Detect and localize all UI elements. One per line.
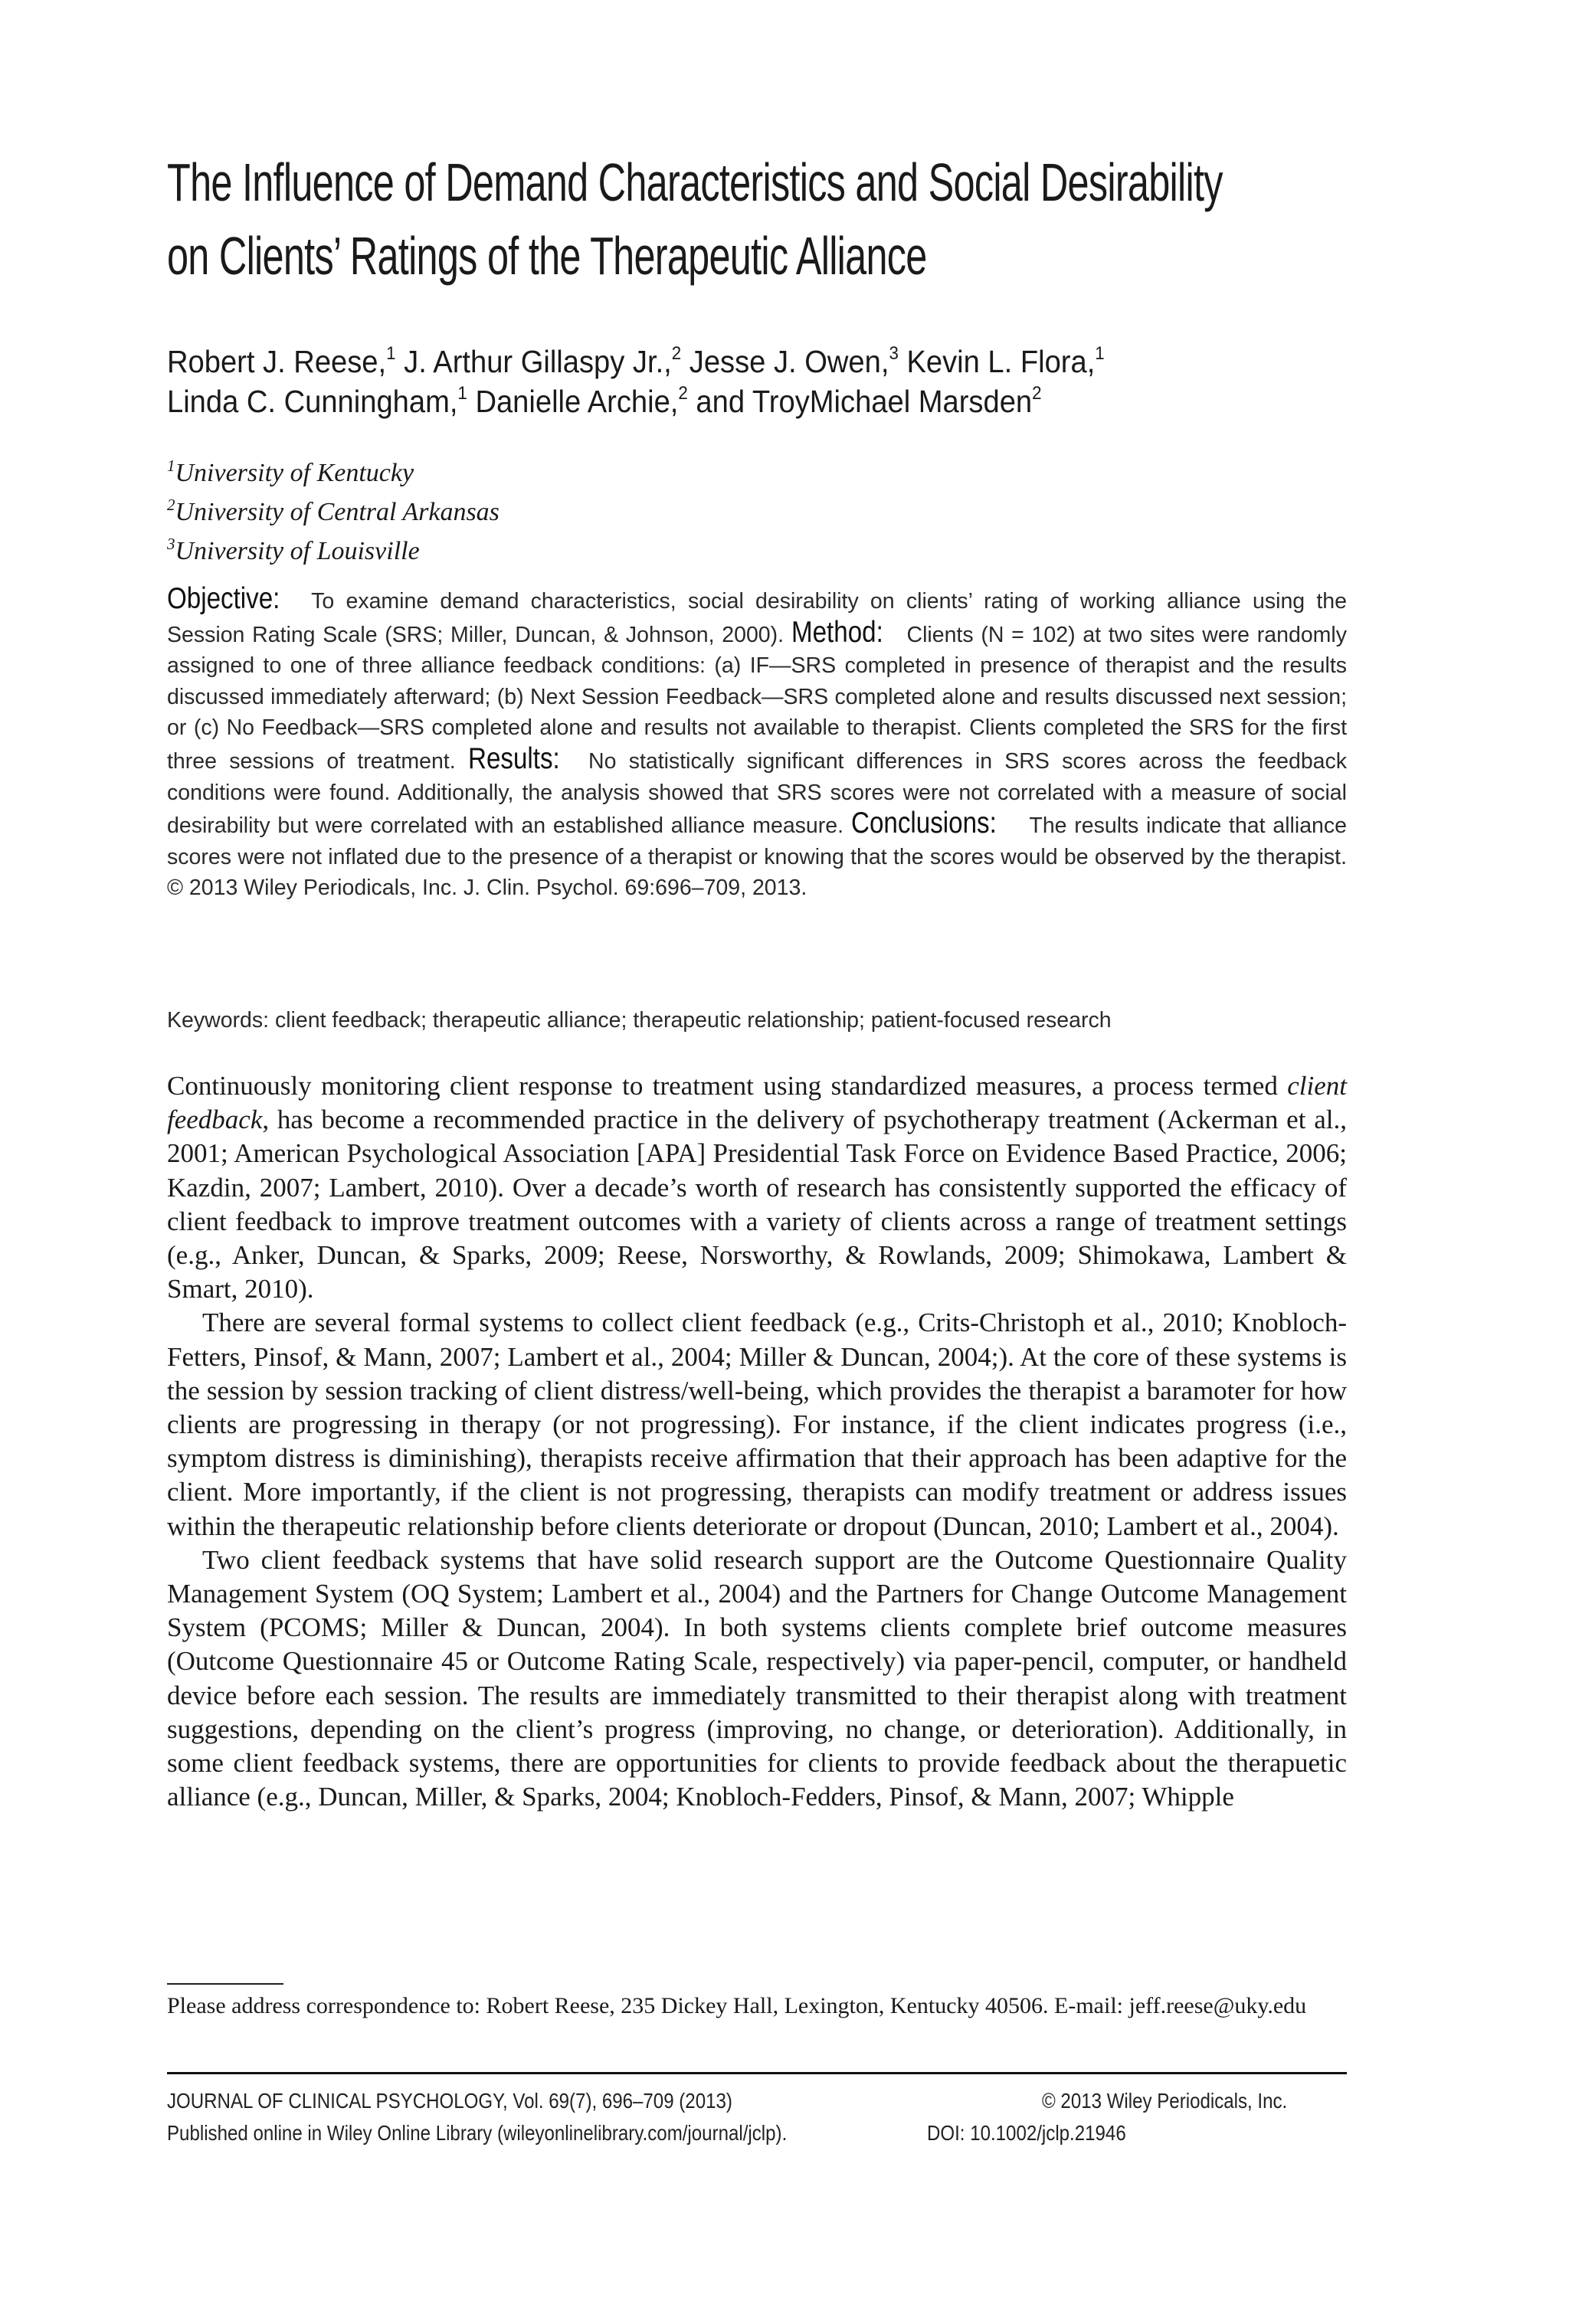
correspondence-footnote: Please address correspondence to: Robert Reese, 235 Dickey Hall, Lexington, Kentucky 40506. E-mail: jeff.reese@uky.edu — [167, 1993, 1307, 2018]
affiliation-name: University of Kentucky — [175, 459, 414, 487]
page-footer — [167, 2085, 1347, 2149]
abstract-copyright: © 2013 Wiley Periodicals, Inc. J. Clin. Psychol. 69:696–709, 2013. — [167, 876, 807, 901]
body-text-span: , has become a recommended practice in the delivery of psychotherapy treatment (Ackerman et al., 2001; American Psychological Association [APA] Presidential Task Force on Evidence Based Practice, 2006; Kazdin, 2007; Lambert, 2010). Over a decade’s worth of research has consistently supported the efficacy of client feedback to improve treatment outcomes with a variety of clients across a range of treatment settings (e.g., Anker, Duncan, & Sparks, 2009; Reese, Norsworthy, & Rowlands, 2009; Shimokawa, Lambert & Smart, 2010). — [167, 1105, 1347, 1304]
affiliation — [167, 493, 500, 532]
abstract-method-text: Clients (N = 102) at two sites were randomly assigned to one of three alliance feedback conditions: (a) IF—SRS completed in presence of therapist and the results discussed immediately afterward; (b) Next Session Feedback—SRS completed alone and results discussed next session; or (c) No Feedback—SRS completed alone and results not available to therapist. Clients completed the SRS for the first three sessions of treatment. — [167, 622, 1347, 774]
body-paragraph: There are several formal systems to collect client feedback (e.g., Crits-Christoph et al., 2010; Knobloch-Fetters, Pinsof, & Mann, 2007; Lambert et al., 2004; Miller & Duncan, 2004;). At the core of these systems is the session by session tracking of client distress/well-being, which provides the therapist a baramoter for how clients are progressing in therapy (or not progressing). For instance, if the client indicates progress (i.e., symptom distress is diminishing), therapists receive affirmation that their approach has been adaptive for the client. More importantly, if the client is not progressing, therapists can modify treatment or address issues within the therapeutic relationship before clients deteriorate or dropout (Duncan, 2010; Lambert et al., 2004). — [167, 1308, 1347, 1541]
body-paragraph: Two client feedback systems that have solid research support are the Outcome Questionnaire Quality Management System (OQ System; Lambert et al., 2004) and the Partners for Change Outcome Management System (PCOMS; Miller & Duncan, 2004). In both systems clients complete brief outcome measures (Outcome Questionnaire 45 or Outcome Rating Scale, respectively) via paper-pencil, computer, or handheld device before each session. The results are immediately transmitted to their therapist along with treatment suggestions, depending on the client’s progress (improving, no change, or deterioration). Additionally, in some client feedback systems, there are opportunities for clients to provide feedback about the therapuetic alliance (e.g., Duncan, Miller, & Sparks, 2004; Knobloch-Fedders, Pinsof, & Mann, 2007; Whipple — [167, 1544, 1347, 1812]
abstract-conclusions-text: The results indicate that alliance scores were not inflated due to the presence of a therapist or knowing that the scores would be observed by the therapist. — [167, 813, 1348, 869]
author-affiliation-marker: 1 — [457, 383, 467, 404]
article-page — [167, 0, 1347, 2324]
author-affiliation-marker: 1 — [386, 343, 396, 364]
author-list — [167, 342, 1264, 421]
author-affiliation-marker: 1 — [1095, 343, 1105, 364]
author-affiliation-marker: 2 — [1032, 383, 1042, 404]
footnote-divider — [167, 1983, 283, 1985]
author-name: J. Arthur Gillaspy Jr., — [395, 344, 672, 379]
body-text-span: Continuously monitoring client response to treatment using standardized measures, a process termed — [167, 1071, 1288, 1101]
published-online: Published online in Wiley Online Library (wileyonlinelibrary.com/journal/jclp). — [167, 2121, 788, 2145]
author-affiliation-marker: 3 — [889, 343, 899, 364]
title-line-2: on Clients’ Ratings of the Therapeutic Alliance — [167, 226, 927, 286]
affiliation-list — [167, 453, 500, 571]
abstract — [167, 584, 1347, 904]
abstract-objective-text: To examine demand characteristics, social desirability on clients’ rating of working alliance using the Session Rating Scale (SRS; Miller, Duncan, & Johnson, 2000). — [167, 589, 1348, 647]
footer-divider — [167, 2072, 1347, 2074]
affiliation-name: University of Louisville — [175, 537, 420, 565]
article-title — [167, 146, 1348, 293]
abstract-method-heading: Method: — [791, 615, 883, 649]
journal-citation: JOURNAL OF CLINICAL PSYCHOLOGY, Vol. 69(7), 696–709 (2013) — [167, 2089, 732, 2113]
author-name: Linda C. Cunningham, — [167, 384, 458, 419]
title-line-1: The Influence of Demand Characteristics and Social Desirability — [167, 152, 1223, 212]
affiliation — [167, 532, 500, 571]
doi: DOI: 10.1002/jclp.21946 — [927, 2121, 1126, 2145]
affiliation-marker: 3 — [167, 535, 175, 553]
author-name: Danielle Archie, — [467, 384, 679, 419]
abstract-results-heading: Results: — [467, 741, 560, 775]
author-line-2 — [167, 381, 1264, 421]
affiliation-marker: 1 — [167, 457, 175, 475]
abstract-conclusions-heading: Conclusions: — [850, 807, 997, 840]
author-name: Robert J. Reese, — [167, 344, 387, 379]
author-affiliation-marker: 2 — [678, 383, 688, 404]
author-name: and TroyMichael Marsden — [687, 384, 1033, 419]
footer-row — [167, 2117, 1347, 2149]
affiliation — [167, 453, 500, 493]
author-name: Kevin L. Flora, — [898, 344, 1096, 379]
footer-row — [167, 2085, 1347, 2117]
author-name: Jesse J. Owen, — [681, 344, 889, 379]
body-paragraph — [167, 1069, 1347, 1306]
body-emphasis: client feedback — [167, 1071, 1347, 1135]
affiliation-marker: 2 — [167, 496, 175, 514]
abstract-results-text: No statistically significant differences in SRS scores across the feedback conditions were found. Additionally, the analysis showed that SRS scores were not correlated with a measure of social desirability but were correlated with an established alliance measure. — [167, 748, 1348, 839]
affiliation-name: University of Central Arkansas — [175, 498, 500, 526]
author-affiliation-marker: 2 — [671, 343, 682, 364]
article-body — [167, 1069, 1347, 1814]
author-line-1 — [167, 342, 1264, 381]
footer-copyright: © 2013 Wiley Periodicals, Inc. — [1042, 2089, 1288, 2113]
abstract-objective-heading: Objective: — [167, 582, 280, 615]
keywords: Keywords: client feedback; therapeutic alliance; therapeutic relationship; patient-focused research — [167, 1008, 1112, 1033]
